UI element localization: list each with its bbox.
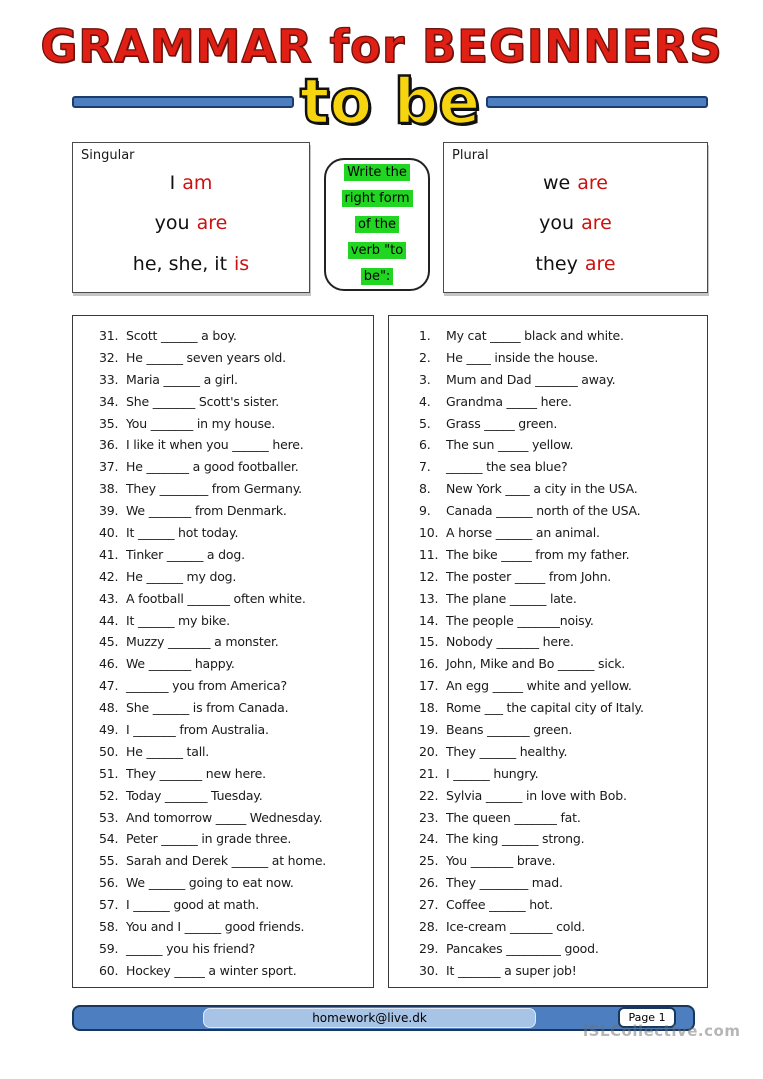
exercise-item [419,434,707,456]
item-number: 26. [419,875,439,891]
item-number: 1. [419,328,431,343]
exercise-item [99,763,373,785]
item-number: 40. [99,525,119,541]
plural-rows [444,163,707,292]
item-number: 54. [99,831,119,847]
item-text: Muzzy _______ a monster. [126,634,279,650]
exercise-item [419,828,707,850]
item-text: She ______ is from Canada. [126,700,289,716]
item-text: It ______ my bike. [126,612,230,628]
item-text: I ______ hungry. [446,765,539,781]
exercise-item [99,456,373,478]
pronoun-text: I [169,172,176,195]
item-number: 22. [419,787,439,803]
exercise-item [99,566,373,588]
exercise-item [419,347,707,369]
item-text: A football _______ often white. [126,590,306,606]
exercise-item [419,872,707,894]
item-number: 3. [419,371,431,387]
exercise-item [99,610,373,632]
item-text: They ______ healthy. [446,743,568,759]
exercise-item [99,478,373,500]
item-number: 47. [99,678,119,694]
instruction-line [342,190,413,207]
item-text: The plane ______ late. [446,590,577,606]
exercise-box-right [388,315,708,988]
item-number: 32. [99,349,119,365]
item-text: He ______ tall. [126,743,210,759]
exercise-item [419,938,707,960]
item-number: 25. [419,853,439,869]
exercise-item [419,719,707,741]
item-text: They _______ new here. [126,765,266,781]
pronoun-line [73,212,309,234]
exercise-item [419,544,707,566]
verb-text: am [182,172,213,195]
item-text: Coffee ______ hot. [446,897,553,913]
item-number: 8. [419,481,431,497]
exercise-item [419,763,707,785]
exercise-item [419,960,707,982]
item-text: The sun _____ yellow. [446,437,574,453]
item-text: Grass _____ green. [446,415,558,431]
item-number: 27. [419,897,439,913]
item-text: He ______ seven years old. [126,349,286,365]
exercise-item [419,369,707,391]
left-blue-bar [72,96,294,108]
item-number: 18. [419,700,439,716]
item-text: She _______ Scott's sister. [126,393,280,409]
item-number: 38. [99,481,119,497]
pronoun-line [73,253,309,275]
item-text: They ________ mad. [446,875,563,891]
item-text: Today _______ Tuesday. [126,787,263,803]
item-text: You _______ brave. [446,853,556,869]
item-text: You and I ______ good friends. [126,919,305,935]
item-number: 4. [419,393,431,409]
exercise-item [419,391,707,413]
exercise-item [419,653,707,675]
item-number: 19. [419,722,439,738]
highlighted-text: of the [355,216,399,233]
exercise-item [419,741,707,763]
exercise-item [99,916,373,938]
plural-label: Plural [452,148,489,163]
pronoun-text: they [535,252,578,275]
exercise-item [99,828,373,850]
verb-text: is [234,252,250,275]
pronoun-line [73,172,309,194]
item-text: Sylvia ______ in love with Bob. [446,787,627,803]
item-number: 37. [99,459,119,475]
item-number: 50. [99,743,119,759]
item-number: 31. [99,328,119,343]
right-blue-bar [486,96,708,108]
verb-text: are [581,212,612,235]
footer-email: homework@live.dk [203,1008,536,1028]
exercise-item [419,631,707,653]
item-number: 12. [419,568,439,584]
exercise-item [419,894,707,916]
exercise-item [419,850,707,872]
exercise-item [419,522,707,544]
pronoun-line [444,172,707,194]
item-text: He ______ my dog. [126,568,237,584]
item-text: Nobody _______ here. [446,634,574,650]
item-number: 51. [99,765,119,781]
item-text: Mum and Dad _______ away. [446,371,616,387]
exercise-item [99,960,373,982]
item-number: 35. [99,415,119,431]
item-text: Rome ___ the capital city of Italy. [446,700,644,716]
item-text: Grandma _____ here. [446,393,572,409]
pronoun-text: you [539,212,575,235]
item-number: 49. [99,722,119,738]
verb-text: are [577,172,608,195]
exercise-item [419,456,707,478]
item-text: Hockey _____ a winter sport. [126,962,297,978]
item-text: ______ you his friend? [126,940,256,956]
pronoun-text: we [543,172,571,195]
item-text: It _______ a super job! [446,962,577,978]
item-text: ______ the sea blue? [446,459,568,475]
item-number: 7. [419,459,431,475]
exercise-item [99,807,373,829]
page-number-box: Page 1 [618,1007,676,1028]
highlighted-text: verb "to [348,242,406,259]
exercise-item [419,785,707,807]
item-number: 60. [99,962,119,978]
item-text: And tomorrow _____ Wednesday. [126,809,323,825]
item-text: Ice-cream _______ cold. [446,919,586,935]
highlighted-text: right form [342,190,413,207]
item-number: 45. [99,634,119,650]
exercise-item [99,631,373,653]
item-number: 43. [99,590,119,606]
item-text: I _______ from Australia. [126,722,269,738]
exercise-item [99,850,373,872]
page-title: GRAMMAR for BEGINNERS [40,20,723,73]
highlighted-text: be": [361,268,394,285]
pronoun-line [444,253,707,275]
item-text: I like it when you ______ here. [126,437,304,453]
exercise-item [99,391,373,413]
plural-box [443,142,708,293]
item-number: 2. [419,349,431,365]
item-number: 52. [99,787,119,803]
subtitle-row [72,66,708,138]
page-subtitle: to be [299,64,481,138]
item-text: The poster _____ from John. [446,568,612,584]
item-number: 30. [419,962,439,978]
item-number: 41. [99,546,119,562]
exercise-item [99,872,373,894]
item-number: 34. [99,393,119,409]
item-number: 42. [99,568,119,584]
verb-text: are [196,212,228,235]
exercise-item [99,413,373,435]
item-number: 14. [419,612,439,628]
singular-box [72,142,310,293]
pronoun-text: you [154,212,190,235]
exercise-item [419,675,707,697]
verb-text: are [584,252,616,275]
item-number: 57. [99,897,119,913]
exercise-item [419,478,707,500]
item-text: We _______ from Denmark. [126,503,287,519]
item-number: 15. [419,634,439,650]
exercise-item [99,719,373,741]
item-text: A horse ______ an animal. [446,525,600,541]
exercise-item [99,653,373,675]
exercise-item [99,369,373,391]
instruction-line [355,216,399,233]
item-number: 6. [419,437,431,453]
exercise-columns [72,315,708,988]
item-text: Pancakes _________ good. [446,940,599,956]
item-number: 20. [419,743,439,759]
exercise-item [99,675,373,697]
item-number: 33. [99,371,119,387]
item-text: I ______ good at math. [126,897,260,913]
item-text: New York ____ a city in the USA. [446,481,638,497]
exercise-item [99,697,373,719]
item-text: The people _______noisy. [446,612,594,628]
exercise-item [419,610,707,632]
item-text: Maria ______ a girl. [126,371,238,387]
item-number: 29. [419,940,439,956]
exercise-item [99,544,373,566]
exercise-item [419,325,707,347]
exercise-box-left [72,315,374,988]
instruction-box [324,158,430,291]
exercise-item [99,500,373,522]
item-number: 28. [419,919,439,935]
exercise-item [99,938,373,960]
item-number: 36. [99,437,119,453]
item-number: 55. [99,853,119,869]
item-text: It ______ hot today. [126,525,239,541]
pronoun-row [72,142,708,293]
item-number: 46. [99,656,119,672]
instruction-lines [342,164,413,285]
pronoun-text: he, she, it [132,252,228,275]
exercise-item [419,500,707,522]
watermark: iSLCollective.com [583,1022,741,1040]
exercise-item [419,807,707,829]
item-number: 44. [99,612,119,628]
pronoun-line [444,212,707,234]
item-text: He ____ inside the house. [446,349,599,365]
item-text: The queen _______ fat. [446,809,581,825]
item-number: 53. [99,809,119,825]
singular-label: Singular [81,148,135,163]
item-text: The king ______ strong. [446,831,585,847]
instruction-line [344,164,410,181]
exercise-item [99,785,373,807]
item-text: Sarah and Derek ______ at home. [126,853,327,869]
item-text: Beans _______ green. [446,722,573,738]
item-text: An egg _____ white and yellow. [446,678,632,694]
item-number: 5. [419,415,431,431]
item-text: He _______ a good footballer. [126,459,299,475]
item-number: 17. [419,678,439,694]
item-number: 56. [99,875,119,891]
exercise-item [99,894,373,916]
exercise-item [419,413,707,435]
item-text: The bike _____ from my father. [446,546,630,562]
exercise-item [419,697,707,719]
exercise-item [99,522,373,544]
item-text: _______ you from America? [126,678,287,694]
item-text: John, Mike and Bo ______ sick. [446,656,626,672]
item-text: Peter ______ in grade three. [126,831,292,847]
item-text: You _______ in my house. [126,415,276,431]
item-text: We ______ going to eat now. [126,875,294,891]
item-text: We _______ happy. [126,656,235,672]
item-text: Canada ______ north of the USA. [446,503,641,519]
item-text: Tinker ______ a dog. [126,546,245,562]
item-number: 11. [419,546,439,562]
item-number: 58. [99,919,119,935]
item-number: 59. [99,940,119,956]
item-number: 24. [419,831,439,847]
exercise-item [99,347,373,369]
exercise-item [99,325,373,347]
item-number: 9. [419,503,431,519]
highlighted-text: Write the [344,164,410,181]
exercise-item [419,916,707,938]
instruction-line [348,242,406,259]
item-number: 16. [419,656,439,672]
item-number: 23. [419,809,439,825]
item-number: 10. [419,525,439,541]
exercise-item [419,566,707,588]
item-text: They ________ from Germany. [126,481,302,497]
item-number: 13. [419,590,439,606]
instruction-line [361,268,394,285]
exercise-item [99,588,373,610]
singular-rows [73,163,309,292]
item-text: My cat _____ black and white. [446,328,624,343]
exercise-item [99,434,373,456]
exercise-item [99,741,373,763]
exercise-item [419,588,707,610]
item-number: 21. [419,765,439,781]
item-text: Scott ______ a boy. [126,328,237,343]
item-number: 39. [99,503,119,519]
item-number: 48. [99,700,119,716]
